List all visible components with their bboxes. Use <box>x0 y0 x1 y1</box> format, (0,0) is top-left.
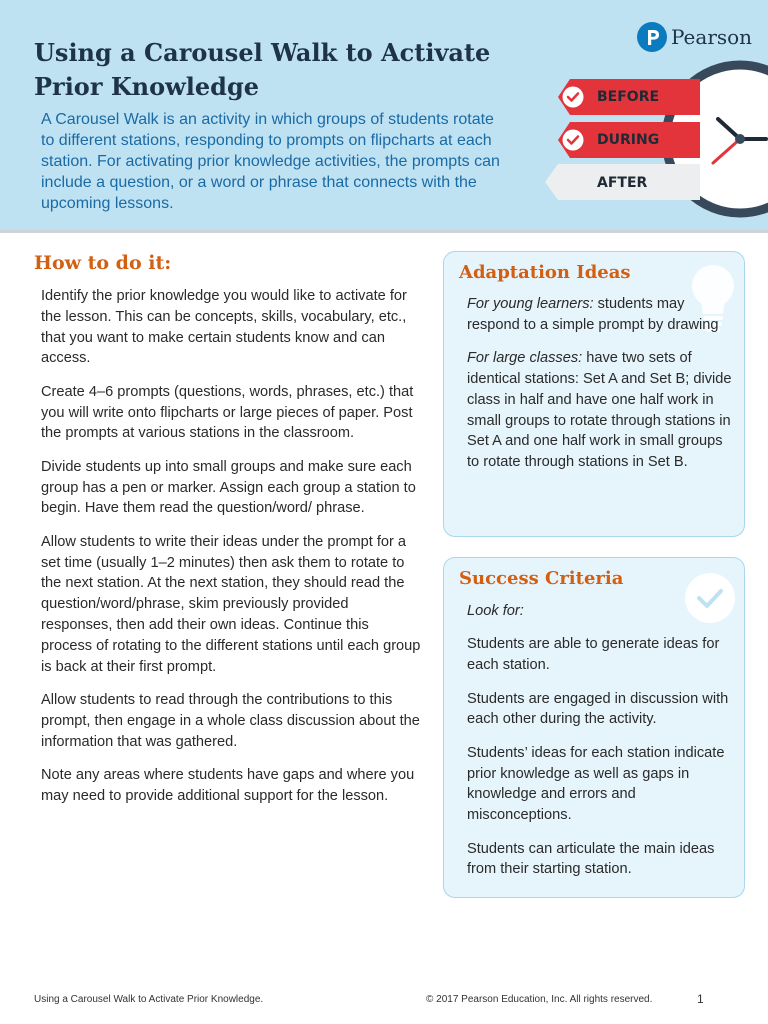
adaptation-item-text: students may respond to a simple prompt by drawing <box>467 296 719 333</box>
success-lead <box>467 601 735 622</box>
logo-text: Pearson <box>671 25 753 49</box>
step-paragraph: Note any areas where students have gaps and where you may need to provide additional support for the lesson. <box>41 766 415 804</box>
header-divider <box>0 230 768 233</box>
step-paragraph: Divide students up into small groups and make sure each group has a pen or marker. Assign each group a station to begin. Have them read the question/word/ phrase. <box>41 458 416 517</box>
step-paragraph: Create 4–6 prompts (questions, words, phrases, etc.) that you will write onto flipcharts or large pieces of paper. Post the prompts at various stations in the classroom. <box>41 383 414 442</box>
check-icon <box>563 130 584 151</box>
step-paragraph: Identify the prior knowledge you would like to activate for the lesson. This can be concepts, skills, vocabulary, etc., that you want to make certain students know and can access. <box>41 288 407 367</box>
adaptation-item <box>467 294 735 336</box>
pearson-logo-icon <box>637 22 667 52</box>
success-lead-text: Look for: <box>467 603 524 619</box>
adaptation-ideas-box <box>443 251 745 537</box>
footer-copyright: © 2017 Pearson Education, Inc. All rights reserved. <box>426 994 653 1005</box>
adaptation-body <box>467 294 735 486</box>
step-paragraph: Allow students to read through the contributions to this prompt, then engage in a whole class discussion about the information that was gathered. <box>41 691 420 750</box>
success-heading: Success Criteria <box>459 568 624 589</box>
adaptation-heading: Adaptation Ideas <box>459 262 631 283</box>
adaptation-item-label: For large classes: <box>467 350 583 367</box>
success-item: Students can articulate the main ideas from their starting station. <box>467 840 715 878</box>
success-body <box>467 601 735 893</box>
adaptation-item-label: For young learners: <box>467 296 594 312</box>
page-number: 1 <box>697 992 704 1006</box>
footer-title: Using a Carousel Walk to Activate Prior Knowledge. <box>34 994 264 1005</box>
intro-paragraph: A Carousel Walk is an activity in which groups of students rotate to different stations, responding to prompts on flipcharts at each station. For activating prior knowledge activities, the prompts can include a question, or a word or phrase that connects with the upcoming lessons. <box>41 111 500 212</box>
page-title: Using a Carousel Walk to Activate Prior Knowledge <box>34 38 491 101</box>
how-to-heading: How to do it: <box>34 252 172 274</box>
step-paragraph: Allow students to write their ideas under the prompt for a set time (usually 1–2 minutes) then ask them to rotate to the next station. At the next station, they should read the question/word/phrase, skim previously provided responses, then add their own ideas. Continue this process of rotating to the different stations until each group is back at their first prompt. <box>41 533 421 675</box>
check-icon <box>563 87 584 108</box>
stage-during: DURING <box>597 132 660 148</box>
success-item: Students are able to generate ideas for each station. <box>467 636 720 674</box>
stage-before: BEFORE <box>597 89 660 105</box>
header-banner <box>0 0 768 230</box>
success-item: Students’ ideas for each station indicate prior knowledge as well as gaps in knowledge and errors and misconceptions. <box>467 744 725 824</box>
how-to-steps <box>41 286 421 819</box>
adaptation-item <box>467 348 735 473</box>
success-criteria-box <box>443 557 745 898</box>
stage-after: AFTER <box>597 175 648 191</box>
pearson-logo[interactable] <box>637 21 752 53</box>
success-item: Students are engaged in discussion with each other during the activity. <box>467 690 729 728</box>
adaptation-item-text: have two sets of identical stations: Set A and Set B; divide class in half and have one half work in small groups to rotate through stations in Set A and one half work in small groups to rotate through stations in Set B. <box>467 350 732 471</box>
